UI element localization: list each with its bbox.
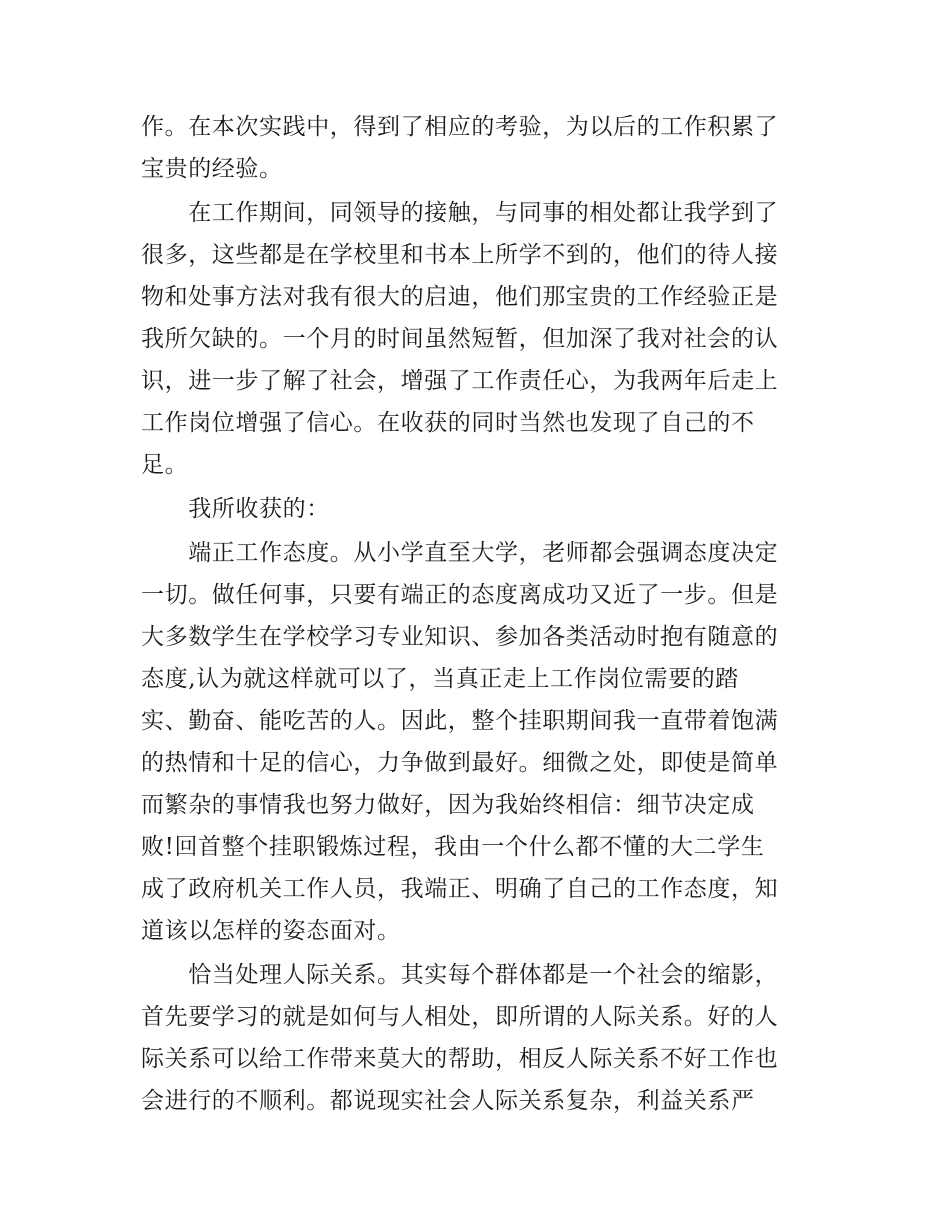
text-line: 端正工作态度。从小学直至大学，老师都会强调态度决定 xyxy=(141,540,779,566)
text-line: 首先要学习的就是如何与人相处，即所谓的人际关系。好的人 xyxy=(141,1004,779,1030)
text-line: 在工作期间，同领导的接触，与同事的相处都让我学到了 xyxy=(141,200,779,226)
text-line: 道该以怎样的姿态面对。 xyxy=(141,918,401,944)
text-line: 物和处事方法对我有很大的启迪，他们那宝贵的工作经验正是 xyxy=(141,284,779,310)
text-line: 际关系可以给工作带来莫大的帮助，相反人际关系不好工作也 xyxy=(141,1046,779,1072)
text-line: 宝贵的经验。 xyxy=(141,156,283,182)
text-line: 大多数学生在学校学习专业知识、参加各类活动时抱有随意的 xyxy=(141,624,779,650)
text-line: 我所收获的： xyxy=(141,496,330,522)
text-line: 很多，这些都是在学校里和书本上所学不到的，他们的待人接 xyxy=(141,242,779,268)
text-line: 败!回首整个挂职锻炼过程，我由一个什么都不懂的大二学生 xyxy=(141,834,765,860)
text-line: 而繁杂的事情我也努力做好，因为我始终相信：细节决定成 xyxy=(141,792,755,818)
text-line: 会进行的不顺利。都说现实社会人际关系复杂，利益关系严 xyxy=(141,1088,755,1114)
body-text xyxy=(141,106,821,1122)
text-line: 我所欠缺的。一个月的时间虽然短暂，但加深了我对社会的认 xyxy=(141,326,779,352)
text-line: 一切。做任何事，只要有端正的态度离成功又近了一步。但是 xyxy=(141,582,779,608)
text-line: 实、勤奋、能吃苦的人。因此，整个挂职期间我一直带着饱满 xyxy=(141,708,779,734)
text-line: 足。 xyxy=(141,452,189,478)
text-line: 态度,认为就这样就可以了，当真正走上工作岗位需要的踏 xyxy=(141,666,739,692)
text-line: 识，进一步了解了社会，增强了工作责任心，为我两年后走上 xyxy=(141,368,779,394)
text-line: 恰当处理人际关系。其实每个群体都是一个社会的缩影， xyxy=(141,962,779,988)
text-line: 作。在本次实践中，得到了相应的考验，为以后的工作积累了 xyxy=(141,114,779,140)
text-line: 成了政府机关工作人员，我端正、明确了自己的工作态度，知 xyxy=(141,876,779,902)
text-line: 的热情和十足的信心，力争做到最好。细微之处，即使是简单 xyxy=(141,750,779,776)
text-line: 工作岗位增强了信心。在收获的同时当然也发现了自己的不 xyxy=(141,410,755,436)
